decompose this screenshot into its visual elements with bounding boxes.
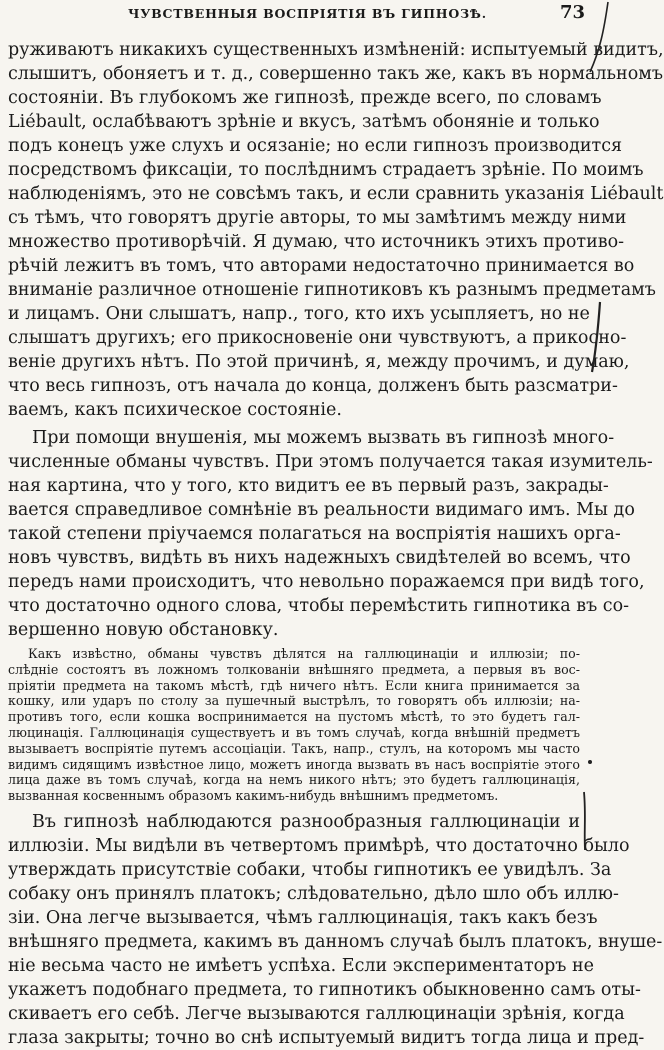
- footnote-line: вызванная косвеннымъ образомъ какимъ-нибудь внѣшнимъ предметомъ.: [8, 788, 499, 804]
- margin-pencil-marks: [578, 0, 620, 982]
- margin-stroke-bottom: [584, 792, 585, 850]
- text-line: Liébault, ослабѣваютъ зрѣніе и вкусъ, затѣмъ обоняніе и только: [8, 112, 600, 132]
- text-line: множество противорѣчій. Я думаю, что источникъ этихъ противо-: [8, 232, 625, 252]
- text-line: скиваетъ его себѣ. Легче вызываются галлюцинаціи зрѣнія, когда: [8, 1003, 625, 1024]
- text-line: рѣчій лежитъ въ томъ, что авторами недостаточно принимается во: [8, 256, 635, 276]
- paragraph-2: [8, 426, 653, 642]
- text-line: вается справедливое сомнѣніе въ реальности видимаго имъ. Мы до: [8, 500, 635, 520]
- text-line: ваемъ, какъ психическое состояніе.: [8, 400, 342, 420]
- text-line: передъ нами происходитъ, что невольно поражаемся при видѣ того,: [8, 572, 645, 592]
- text-line: зіи. Она легче вызывается, чѣмъ галлюцинація, такъ какъ безъ: [8, 907, 598, 928]
- text-line: такой степени пріучаемся полагаться на воспріятія нашихъ орга-: [8, 524, 621, 544]
- text-line: Въ гипнозѣ наблюдаются разнообразныя галлюцинаціи и: [32, 811, 580, 832]
- text-line: новъ чувствъ, видѣть въ нихъ надежныхъ свидѣтелей во всемъ, что: [8, 548, 631, 568]
- text-line: численные обманы чувствъ. При этомъ получается такая изумитель-: [8, 452, 653, 472]
- text-line: При помощи внушенія, мы можемъ вызвать въ гипнозѣ много-: [32, 428, 615, 448]
- text-line: съ тѣмъ, что говорятъ другіе авторы, то мы замѣтимъ между ними: [8, 208, 627, 228]
- text-line: наблюденіямъ, это не совсѣмъ такъ, и если сравнить указанія Liébault: [8, 184, 664, 204]
- text-line: слышитъ, обоняетъ и т. д., совершенно такъ же, какъ въ нормальномъ: [8, 64, 663, 84]
- margin-stroke-top: [590, 2, 608, 72]
- text-line: вершенно новую обстановку.: [8, 620, 279, 640]
- text-line: утверждать присутствіе собаки, чтобы гипнотикъ ее увидѣлъ. За: [8, 859, 612, 880]
- page-number: 73: [560, 2, 586, 23]
- text-line: руживаютъ никакихъ существенныхъ измѣненій: испытуемый видитъ,: [8, 40, 664, 60]
- text-line: состояніи. Въ глубокомъ же гипнозѣ, прежде всего, по словамъ: [8, 88, 602, 108]
- text-line: посредствомъ фиксаціи, то послѣднимъ страдаетъ зрѣніе. По моимъ: [8, 160, 644, 180]
- text-line: глаза закрыты; точно во снѣ испытуемый видитъ тогда лица и пред-: [8, 1027, 645, 1048]
- text-line: слышатъ другихъ; его прикосновеніе они чувствуютъ, а прикосно-: [8, 328, 627, 348]
- text-line: укажетъ подобнаго предмета, то гипнотикъ обыкновенно самъ оты-: [8, 979, 641, 1000]
- footnote-line: Какъ извѣстно, обманы чувствъ дѣлятся на галлюцинаціи и иллюзіи; по-: [28, 646, 580, 661]
- footnote-line: кошку, или ударъ по столу за пушечный выстрѣлъ, то говорятъ объ иллюзіи; на-: [8, 693, 580, 709]
- footnote-line: противъ того, если кошка воспринимается на пустомъ мѣстѣ, то это будетъ гал-: [8, 709, 580, 725]
- footnote-line: пріятіи предмета на такомъ мѣстѣ, гдѣ ничего нѣтъ. Если книга принимается за: [8, 677, 580, 693]
- footnote-line: лица даже въ томъ случаѣ, когда на немъ никого нѣтъ; это будетъ галлюцинація,: [8, 772, 580, 788]
- paragraph-1: [8, 38, 664, 422]
- text-line: ніе весьма часто не имѣетъ успѣха. Если экспериментаторъ не: [8, 955, 595, 976]
- text-line: подъ конецъ уже слухъ и осязаніе; но если гипнозъ производится: [8, 136, 623, 156]
- footnote-line: видимъ сидящимъ извѣстное лицо, можетъ иногда вызвать въ насъ воспріятіе этого: [8, 756, 580, 772]
- running-head: ЧУВСТВЕННЫЯ ВОСПРІЯТІЯ ВЪ ГИПНОЗѢ.: [128, 6, 487, 21]
- text-line: внѣшняго предмета, какимъ въ данномъ случаѣ былъ платокъ, внуше-: [8, 931, 663, 952]
- footnote-line: слѣдніе состоятъ въ ложномъ толкованіи внѣшняго предмета, а первыя въ вос-: [8, 661, 580, 677]
- text-line: и лицамъ. Они слышатъ, напр., того, кто ихъ усыпляетъ, но не: [8, 304, 590, 324]
- footnote-line: вызываетъ воспріятіе путемъ ассоціаціи. Такъ, напр., стулъ, на которомъ мы часто: [8, 740, 580, 756]
- margin-stroke-middle: [592, 302, 600, 372]
- text-line: ная картина, что у того, кто видитъ ее въ первый разъ, закрады-: [8, 476, 609, 496]
- text-line: собаку онъ принялъ платокъ; слѣдовательно, дѣло шло объ иллю-: [8, 883, 619, 904]
- text-line: вниманіе различное отношеніе гипнотиковъ къ разнымъ предметамъ: [8, 280, 656, 300]
- text-line: что весь гипнозъ, отъ начала до конца, долженъ быть разсматри-: [8, 376, 618, 396]
- footnote-line: люцинація. Галлюцинація существуетъ и въ томъ случаѣ, когда внѣшній предметъ: [8, 724, 580, 740]
- text-line: веніе другихъ нѣтъ. По этой причинѣ, я, между прочимъ, и думаю,: [8, 352, 630, 372]
- margin-dot: [588, 760, 592, 764]
- text-line: что достаточно одного слова, чтобы перемѣстить гипнотика въ со-: [8, 596, 630, 616]
- footnote-block: [8, 646, 580, 804]
- body-text: [8, 38, 664, 1050]
- page-header: [0, 2, 620, 24]
- text-line: иллюзіи. Мы видѣли въ четвертомъ примѣрѣ, что достаточно было: [8, 835, 630, 856]
- paragraph-3: [8, 810, 663, 1050]
